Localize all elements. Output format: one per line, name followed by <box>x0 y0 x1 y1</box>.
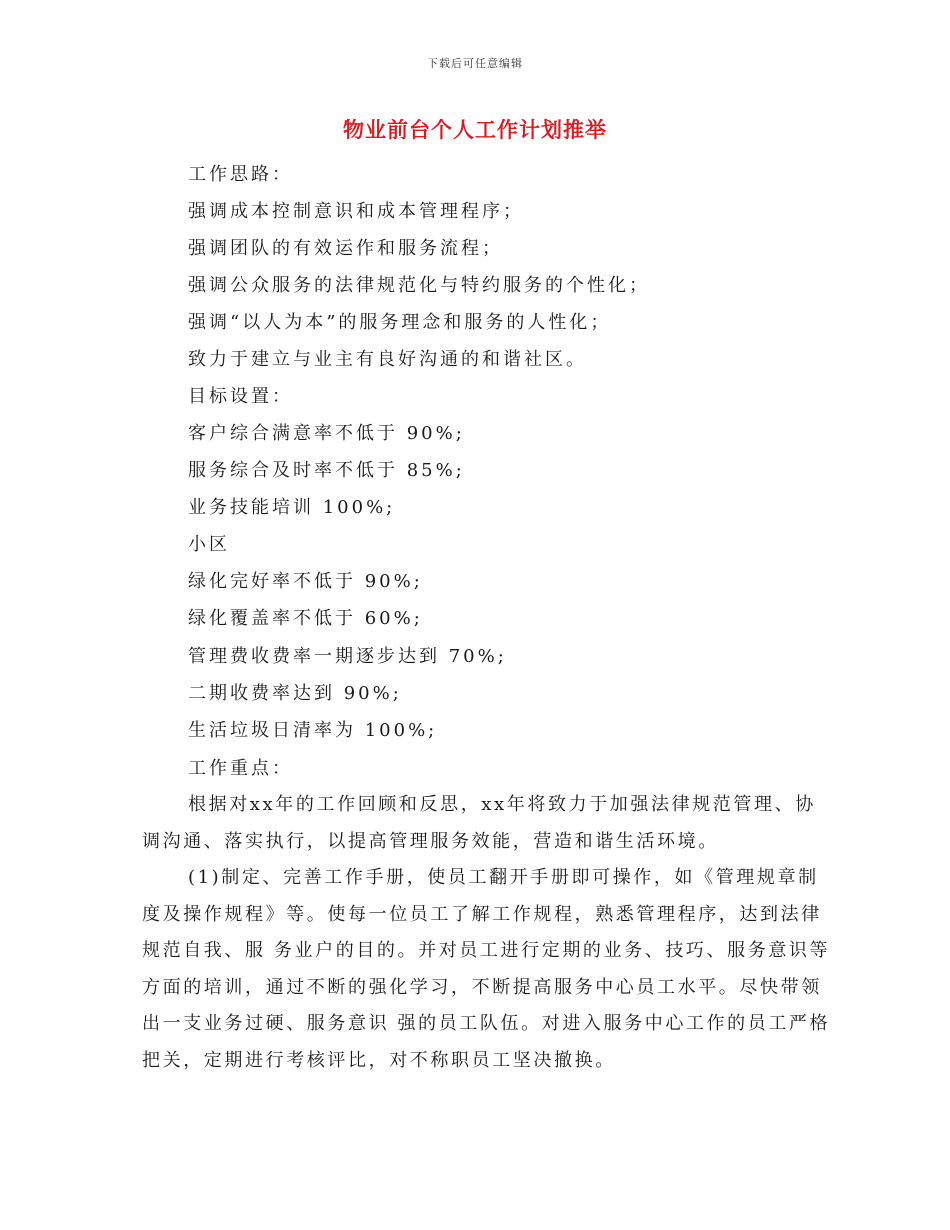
paragraph-manual: (1)制定、完善工作手册，使员工翻开手册即可操作，如《管理规章制度及操作规程》等。使每一位员工了解工作规程，熟悉管理程序，达到法律规范自我、服 务业户的目的。并对员工进行定期的业务、技巧、服务意识等方面的培训，通过不断的强化学习，不断提高服务中心员工水平。尽快带领出一支业务过硬、服务意识 强的员工队伍。对进入服务中心工作的员工严格把关，定期进行考核评比，对不称职员工坚决撤换。 <box>142 867 831 1071</box>
text-line: 强调成本控制意识和成本管理程序； <box>188 201 524 222</box>
text-line: 绿化完好率不低于 90%; <box>188 571 423 592</box>
text-line: 强调“以人为本”的服务理念和服务的人性化； <box>188 312 612 333</box>
text-line: 业务技能培训 100%; <box>188 497 396 518</box>
section-heading-key-work: 工作重点： <box>188 758 293 779</box>
text-line: 绿化覆盖率不低于 60%; <box>188 608 423 629</box>
text-line: 强调公众服务的法律规范化与特约服务的个性化； <box>188 275 650 296</box>
text-line: 管理费收费率一期逐步达到 70%; <box>188 646 507 667</box>
text-line: 客户综合满意率不低于 90%; <box>188 423 465 444</box>
text-line: 二期收费率达到 90%; <box>188 683 402 704</box>
section-heading-work-ideas: 工作思路： <box>188 164 293 185</box>
section-heading-goals: 目标设置： <box>188 386 293 407</box>
text-line: 小区 <box>188 534 230 555</box>
document-title: 物业前台个人工作计划推举 <box>343 117 607 142</box>
text-line: 致力于建立与业主有良好沟通的和谐社区。 <box>188 349 587 370</box>
header-note: 下载后可任意编辑 <box>427 57 523 70</box>
text-line: 服务综合及时率不低于 85%; <box>188 460 465 481</box>
text-line: 强调团队的有效运作和服务流程； <box>188 238 503 259</box>
paragraph-review: 根据对xx年的工作回顾和反思，xx年将致力于加强法律规范管理、协调沟通、落实执行，以提高管理服务效能，营造和谐生活环境。 <box>142 794 816 852</box>
text-line: 生活垃圾日清率为 100%; <box>188 720 438 741</box>
